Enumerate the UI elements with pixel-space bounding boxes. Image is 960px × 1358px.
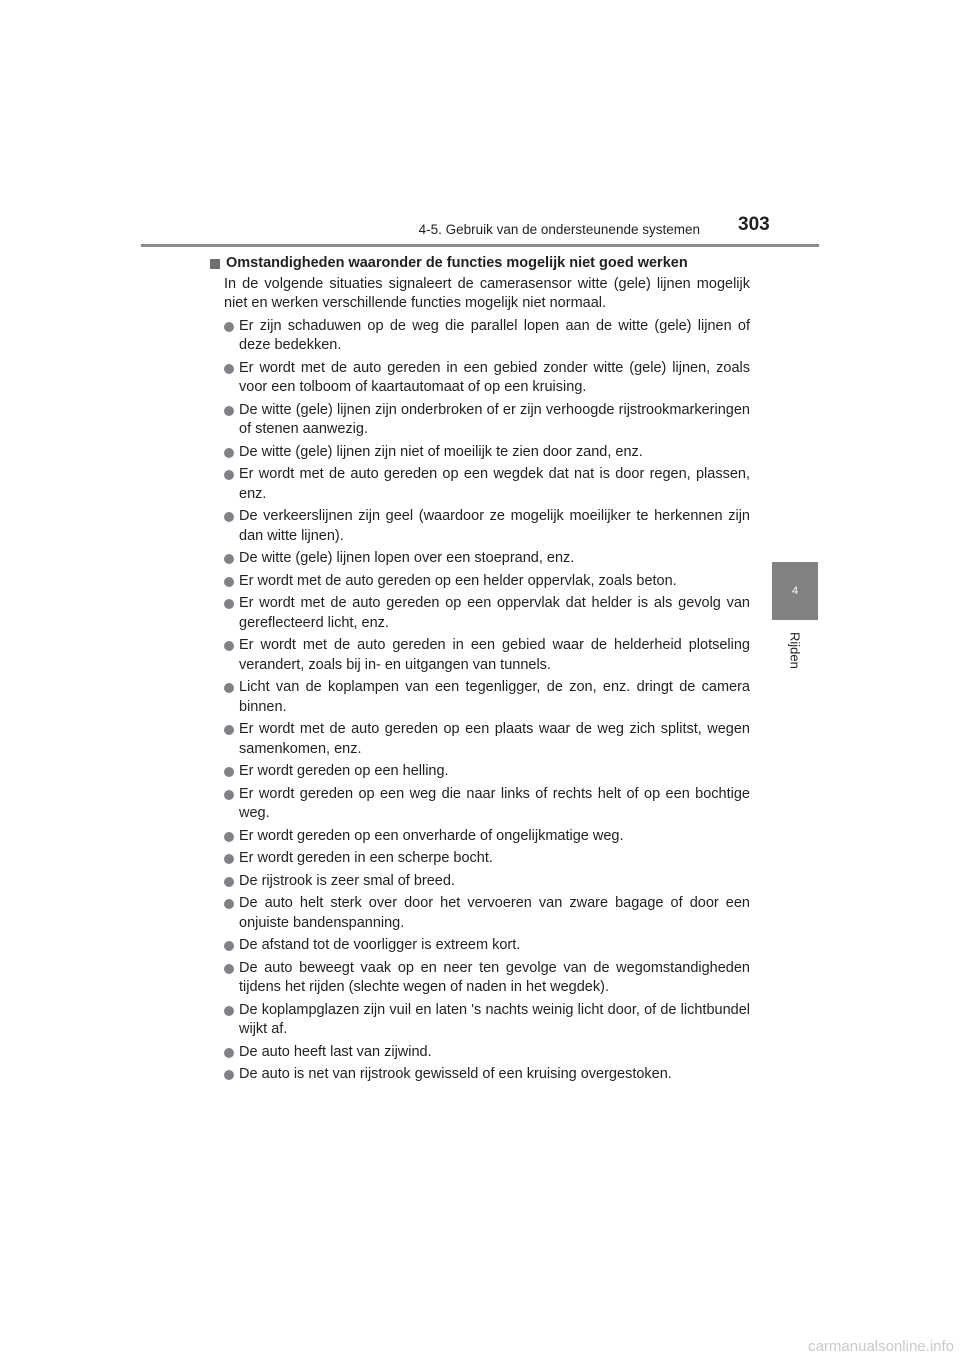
list-item-text: De witte (gele) lijnen zijn niet of moeilijk te zien door zand, enz. bbox=[239, 443, 643, 460]
circle-bullet-icon bbox=[224, 641, 234, 651]
circle-bullet-icon bbox=[224, 877, 234, 887]
page-content bbox=[210, 254, 750, 1088]
section-intro: In de volgende situaties signaleert de camerasensor witte (gele) lijnen mogelijk niet en werken verschillende functies mogelijk niet normaal. bbox=[224, 275, 750, 311]
list-item bbox=[224, 636, 750, 675]
circle-bullet-icon bbox=[224, 767, 234, 777]
list-item bbox=[224, 678, 750, 717]
list-item-text: Er wordt gereden op een weg die naar links of rechts helt of op een bochtige weg. bbox=[239, 785, 750, 821]
list-item-text: De afstand tot de voorligger is extreem kort. bbox=[239, 937, 521, 953]
list-item-text: Er wordt met de auto gereden op een wegdek dat nat is door regen, plassen, enz. bbox=[239, 466, 750, 502]
list-item-text: Licht van de koplampen van een tegenligger, de zon, enz. dringt de camera binnen. bbox=[239, 679, 750, 715]
page-number: 303 bbox=[738, 214, 770, 235]
list-item bbox=[224, 594, 750, 633]
watermark: carmanualsonline.info bbox=[808, 1338, 954, 1355]
list-item-text: Er wordt met de auto gereden in een gebied zonder witte (gele) lijnen, zoals voor een tolboom of kaartautomaat of op een kruising. bbox=[239, 359, 750, 395]
list-item bbox=[224, 827, 750, 847]
circle-bullet-icon bbox=[224, 683, 234, 693]
list-item bbox=[224, 549, 750, 569]
square-bullet-icon bbox=[210, 259, 220, 269]
list-item-text: De rijstrook is zeer smal of breed. bbox=[239, 872, 455, 889]
list-item-text: De verkeerslijnen zijn geel (waardoor ze mogelijk moeilijker te herkennen zijn dan witte lijnen). bbox=[239, 508, 750, 544]
list-item-text: De auto heeft last van zijwind. bbox=[239, 1043, 432, 1060]
circle-bullet-icon bbox=[224, 854, 234, 864]
list-item-text: De witte (gele) lijnen zijn onderbroken of er zijn verhoogde rijstrookmarkeringen of stenen aanwezig. bbox=[239, 401, 750, 437]
list-item-text: Er wordt met de auto gereden in een gebied waar de helderheid plotseling verandert, zoals bij in- en uitgangen van tunnels. bbox=[239, 637, 750, 673]
circle-bullet-icon bbox=[224, 941, 234, 951]
circle-bullet-icon bbox=[224, 832, 234, 842]
list-item bbox=[224, 572, 750, 592]
circle-bullet-icon bbox=[224, 790, 234, 800]
list-item-text: Er zijn schaduwen op de weg die parallel lopen aan de witte (gele) lijnen of deze bedekken. bbox=[239, 317, 750, 353]
chapter-tab bbox=[772, 562, 818, 620]
section-heading bbox=[210, 254, 750, 274]
chapter-number: 4 bbox=[791, 585, 799, 597]
list-item bbox=[224, 317, 750, 356]
list-item bbox=[224, 959, 750, 998]
circle-bullet-icon bbox=[224, 725, 234, 735]
list-item-text: De koplampglazen zijn vuil en laten 's nachts weinig licht door, of de lichtbundel wijkt af. bbox=[239, 1001, 750, 1037]
circle-bullet-icon bbox=[224, 554, 234, 564]
list-item bbox=[224, 894, 750, 933]
circle-bullet-icon bbox=[224, 1006, 234, 1016]
header-divider bbox=[141, 244, 819, 247]
list-item bbox=[224, 1065, 750, 1085]
list-item bbox=[224, 762, 750, 782]
list-item-text: De auto is net van rijstrook gewisseld of een kruising overgestoken. bbox=[239, 1066, 672, 1082]
circle-bullet-icon bbox=[224, 470, 234, 480]
list-item-text: Er wordt gereden op een helling. bbox=[239, 763, 449, 779]
list-item-text: De witte (gele) lijnen lopen over een stoeprand, enz. bbox=[239, 550, 575, 566]
list-item-text: De auto helt sterk over door het vervoeren van zware bagage of door een onjuiste bandenspanning. bbox=[239, 895, 750, 931]
list-item bbox=[224, 785, 750, 824]
circle-bullet-icon bbox=[224, 964, 234, 974]
list-item bbox=[224, 401, 750, 440]
list-item bbox=[224, 872, 750, 892]
section-heading-text: Omstandigheden waaronder de functies mogelijk niet goed werken bbox=[226, 255, 688, 271]
list-item-text: Er wordt met de auto gereden op een plaats waar de weg zich splitst, wegen samenkomen, enz. bbox=[239, 721, 750, 757]
circle-bullet-icon bbox=[224, 364, 234, 374]
list-item-text: Er wordt gereden op een onverharde of ongelijkmatige weg. bbox=[239, 827, 624, 844]
list-item bbox=[224, 465, 750, 504]
list-item bbox=[224, 936, 750, 956]
circle-bullet-icon bbox=[224, 1048, 234, 1058]
circle-bullet-icon bbox=[224, 448, 234, 458]
list-item bbox=[224, 507, 750, 546]
circle-bullet-icon bbox=[224, 512, 234, 522]
circle-bullet-icon bbox=[224, 1070, 234, 1080]
list-item-text: Er wordt gereden in een scherpe bocht. bbox=[239, 850, 493, 866]
list-item-text: De auto beweegt vaak op en neer ten gevolge van de wegomstandigheden tijdens het rijden (slechte wegen of naden in het wegdek). bbox=[239, 959, 750, 995]
circle-bullet-icon bbox=[224, 899, 234, 909]
list-item-text: Er wordt met de auto gereden op een oppervlak dat helder is als gevolg van gereflecteerd licht, enz. bbox=[239, 595, 750, 631]
circle-bullet-icon bbox=[224, 322, 234, 332]
list-item bbox=[224, 443, 750, 463]
list-item-text: Er wordt met de auto gereden op een helder oppervlak, zoals beton. bbox=[239, 572, 677, 589]
list-item bbox=[224, 1001, 750, 1040]
running-header: 4-5. Gebruik van de ondersteunende systemen bbox=[418, 222, 700, 237]
condition-list bbox=[210, 317, 750, 1085]
list-item bbox=[224, 1043, 750, 1063]
list-item bbox=[224, 849, 750, 869]
circle-bullet-icon bbox=[224, 406, 234, 416]
list-item bbox=[224, 720, 750, 759]
circle-bullet-icon bbox=[224, 577, 234, 587]
list-item bbox=[224, 359, 750, 398]
circle-bullet-icon bbox=[224, 599, 234, 609]
chapter-label: Rijden bbox=[787, 632, 803, 669]
